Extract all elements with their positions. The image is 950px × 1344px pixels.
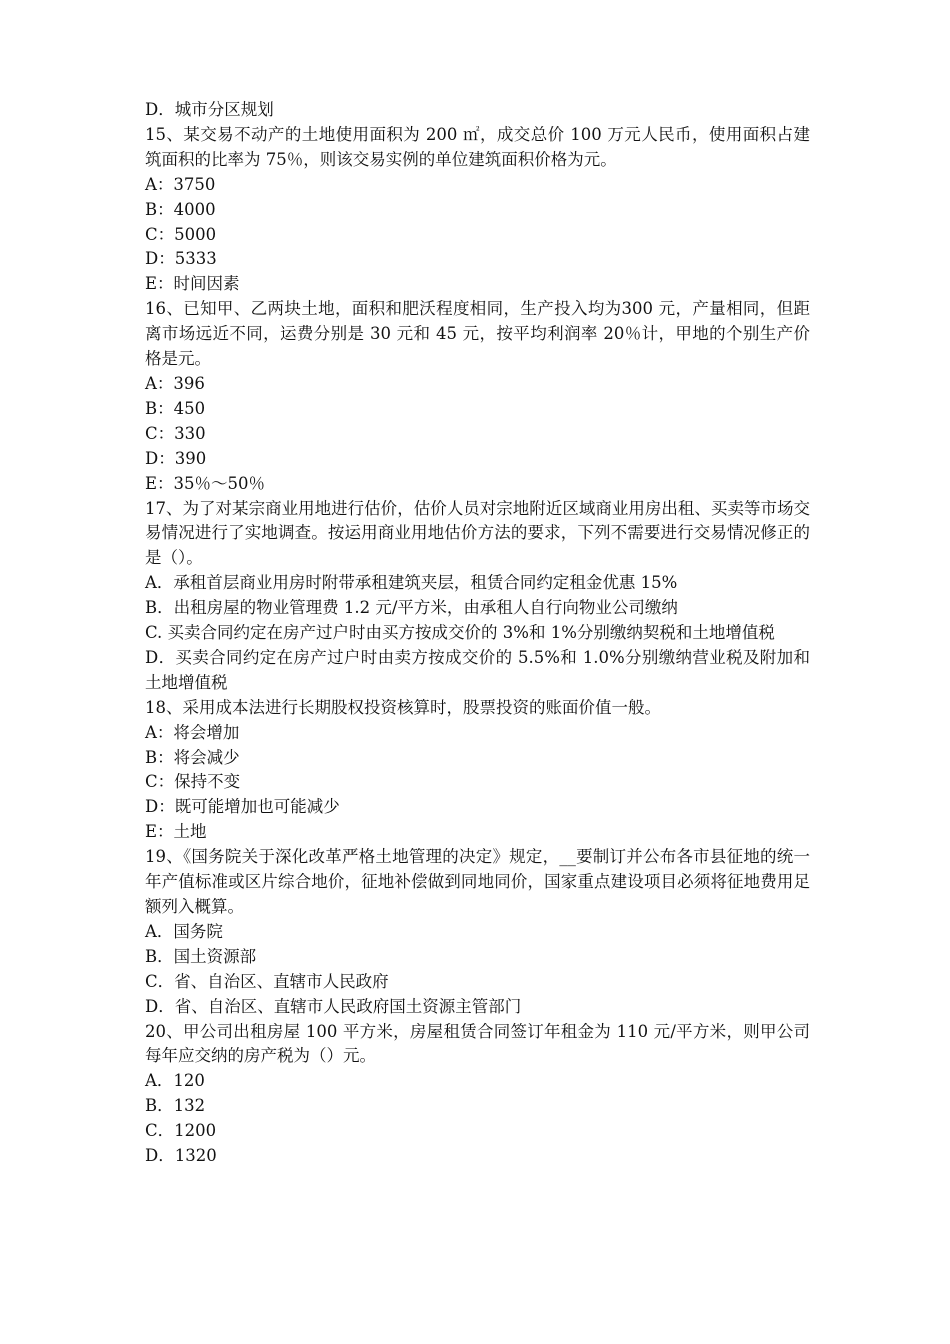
option-a: A．承租首层商业用房时附带承租建筑夹层，租赁合同约定租金优惠 15%	[145, 573, 678, 593]
option-d: D．省、自治区、直辖市人民政府国土资源主管部门	[145, 996, 522, 1016]
option-c: C：330	[145, 423, 206, 443]
question-stem: 18、采用成本法进行长期股权投资核算时，股票投资的账面价值一般。	[145, 697, 661, 717]
option-d: D．买卖合同约定在房产过户时由卖方按成交价的 5.5%和 1.0%分别缴纳营业税及附加和土地增值税	[145, 647, 810, 692]
question-stem: 15、某交易不动产的土地使用面积为 200 ㎡，成交总价 100 万元人民币，使用面积占建筑面积的比率为 75％，则该交易实例的单位建筑面积价格为元。	[145, 124, 810, 169]
question-stem: 20、甲公司出租房屋 100 平方米，房屋租赁合同签订年租金为 110 元/平方米，则甲公司每年应交纳的房产税为（）元。	[145, 1021, 810, 1066]
option-c: C：5000	[145, 224, 217, 244]
option-c: C. 买卖合同约定在房产过户时由买方按成交价的 3%和 1%分别缴纳契税和土地增值税	[145, 623, 775, 643]
question-18	[145, 696, 810, 845]
question-17	[145, 497, 810, 696]
option-a: A：将会增加	[145, 722, 240, 742]
option-c: C：保持不变	[145, 772, 241, 792]
option-b: B．出租房屋的物业管理费 1.2 元/平方米，由承租人自行向物业公司缴纳	[145, 598, 678, 618]
option-a: A．国务院	[145, 921, 223, 941]
option-b: B：450	[145, 398, 206, 418]
option-b: B：将会减少	[145, 747, 240, 767]
question-19	[145, 845, 810, 1019]
option-a: A．120	[145, 1071, 205, 1091]
question-20	[145, 1020, 810, 1169]
option-c: C．省、自治区、直辖市人民政府	[145, 971, 389, 991]
option-d-urban-zoning: D．城市分区规划	[145, 100, 274, 119]
option-d: D．1320	[145, 1146, 217, 1166]
question-15	[145, 123, 810, 297]
option-e: E：土地	[145, 822, 207, 842]
document-page	[145, 98, 810, 1169]
option-d: D：既可能增加也可能减少	[145, 797, 340, 817]
option-b: B：4000	[145, 199, 216, 219]
option-c: C．1200	[145, 1121, 217, 1141]
option-b: B．国土资源部	[145, 946, 257, 966]
option-a: A：396	[145, 373, 205, 393]
question-stem: 19、《国务院关于深化改革严格土地管理的决定》规定，__要制订并公布各市县征地的统一年产值标准或区片综合地价，征地补偿做到同地同价，国家重点建设项目必须将征地费用足额列入概算。	[145, 847, 810, 916]
option-d: D：5333	[145, 249, 217, 269]
option-b: B．132	[145, 1096, 206, 1116]
option-e: E：时间因素	[145, 274, 240, 294]
option-e: E：35％～50％	[145, 473, 266, 493]
option-a: A：3750	[145, 174, 216, 194]
question-stem: 16、已知甲、乙两块土地，面积和肥沃程度相同，生产投入均为300 元，产量相同，但距离市场远近不同，运费分别是 30 元和 45 元，按平均利润率 20％计，甲地的个别生产价格是元。	[145, 299, 810, 369]
option-d: D：390	[145, 448, 207, 468]
question-16	[145, 297, 810, 496]
question-stem: 17、为了对某宗商业用地进行估价，估价人员对宗地附近区域商业用房出租、买卖等市场交易情况进行了实地调查。按运用商业用地估价方法的要求，下列不需要进行交易情况修正的是（）。	[145, 498, 810, 568]
